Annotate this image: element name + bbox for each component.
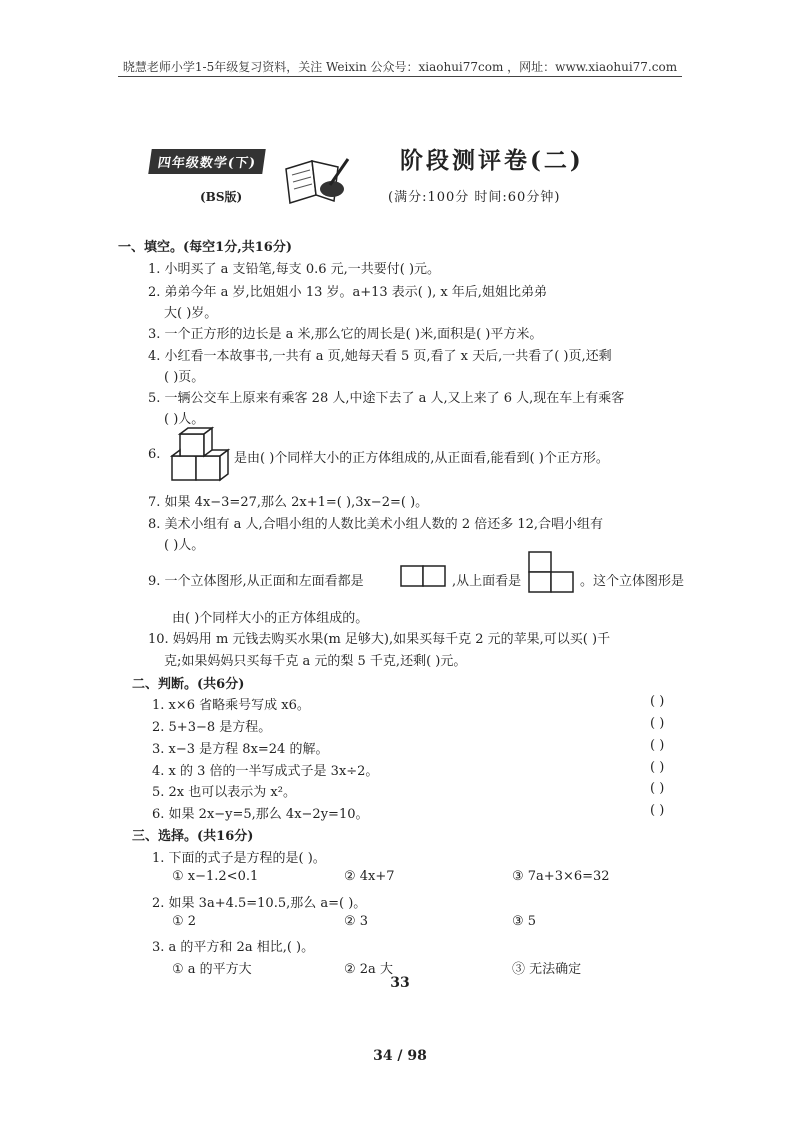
judge-item-1: 1. x×6 省略乘号写成 x6。 [152, 698, 310, 713]
judge-item-5: 5. 2x 也可以表示为 x²。 [152, 785, 296, 800]
front-left-view-figure [400, 565, 448, 587]
judge-answer-6[interactable]: ( ) [650, 803, 665, 818]
choice-q1: 1. 下面的式子是方程的是( )。 [152, 851, 326, 866]
judge-item-3: 3. x−3 是方程 8x=24 的解。 [152, 742, 329, 757]
fill-q9-part1: 9. 一个立体图形,从正面和左面看都是 [148, 574, 364, 589]
section-choice-title: 三、选择。(共16分) [132, 829, 254, 844]
fill-q5-line1: 5. 一辆公交车上原来有乘客 28 人,中途下去了 a 人,又上来了 6 人,现在车上有乘客 [148, 391, 625, 406]
judge-item-4: 4. x 的 3 倍的一半写成式子是 3x÷2。 [152, 764, 379, 779]
fill-q9-part3: 。这个立体图形是 [580, 574, 685, 589]
cube-stack-figure [170, 426, 232, 484]
fill-q5-line2: ( )人。 [164, 412, 205, 427]
fill-q8-line1: 8. 美术小组有 a 人,合唱小组的人数比美术小组人数的 2 倍还多 12,合唱小组有 [148, 517, 604, 532]
fill-q9-line2: 由( )个同样大小的正方体组成的。 [172, 611, 369, 626]
header-rule [118, 76, 682, 77]
judge-answer-4[interactable]: ( ) [650, 760, 665, 775]
fill-q6: 是由( )个同样大小的正方体组成的,从正面看,能看到( )个正方形。 [234, 451, 609, 466]
choice-q1-option-1[interactable]: ① x−1.2<0.1 [172, 869, 259, 884]
fill-q10-line2: 克;如果妈妈只买每千克 a 元的梨 5 千克,还剩( )元。 [164, 654, 467, 669]
page-title: 阶段测评卷(二) [400, 147, 584, 174]
judge-item-2: 2. 5+3−8 是方程。 [152, 720, 272, 735]
fill-q2-line2: 大( )岁。 [164, 306, 218, 321]
fill-q1: 1. 小明买了 a 支铅笔,每支 0.6 元,一共要付( )元。 [148, 262, 441, 277]
edition-label: (BS版) [200, 190, 243, 204]
choice-q2-option-1[interactable]: ① 2 [172, 914, 197, 929]
top-view-figure [527, 550, 579, 594]
judge-item-6: 6. 如果 2x−y=5,那么 4x−2y=10。 [152, 807, 369, 822]
fill-q2-line1: 2. 弟弟今年 a 岁,比姐姐小 13 岁。a+13 表示( ), x 年后,姐姐比弟弟 [148, 285, 547, 300]
choice-q2-option-2[interactable]: ② 3 [344, 914, 369, 929]
choice-q3: 3. a 的平方和 2a 相比,( )。 [152, 940, 315, 955]
choice-q1-option-3[interactable]: ③ 7a+3×6=32 [512, 869, 610, 884]
fill-q3: 3. 一个正方形的边长是 a 米,那么它的周长是( )米,面积是( )平方米。 [148, 327, 543, 342]
choice-q2: 2. 如果 3a+4.5=10.5,那么 a=( )。 [152, 896, 367, 911]
choice-q1-option-2[interactable]: ② 4x+7 [344, 869, 395, 884]
exam-meta: (满分:100分 时间:60分钟) [388, 190, 561, 205]
fill-q4-line1: 4. 小红看一本故事书,一共有 a 页,她每天看 5 页,看了 x 天后,一共看了( )页,还剩 [148, 349, 612, 364]
fill-q9-part2: ,从上面看是 [452, 574, 522, 589]
fill-q10-line1: 10. 妈妈用 m 元钱去购买水果(m 足够大),如果买每千克 2 元的苹果,可以买( )千 [148, 632, 611, 647]
page-header: 晓慧老师小学1-5年级复习资料，关注 Weixin 公众号：xiaohui77com ，网址：www.xiaohui77.com [122, 60, 678, 74]
section-judge-title: 二、判断。(共6分) [132, 677, 245, 692]
book-illustration-icon [282, 155, 352, 207]
section-fill-title: 一、填空。(每空1分,共16分) [118, 240, 292, 255]
grade-badge: 四年级数学(下) [148, 149, 266, 174]
fill-q6-number: 6. [148, 447, 161, 462]
fill-q8-line2: ( )人。 [164, 538, 205, 553]
judge-answer-2[interactable]: ( ) [650, 716, 665, 731]
pdf-page-indicator: 34 / 98 [373, 1048, 427, 1064]
choice-q3-option-3[interactable]: ③ 无法确定 [512, 962, 582, 977]
fill-q4-line2: ( )页。 [164, 370, 205, 385]
fill-q7: 7. 如果 4x−3=27,那么 2x+1=( ),3x−2=( )。 [148, 495, 429, 510]
choice-q2-option-3[interactable]: ③ 5 [512, 914, 537, 929]
page-number: 33 [390, 975, 410, 991]
choice-q3-option-2[interactable]: ② 2a 大 [344, 962, 393, 977]
judge-answer-3[interactable]: ( ) [650, 738, 665, 753]
choice-q3-option-1[interactable]: ① a 的平方大 [172, 962, 252, 977]
judge-answer-1[interactable]: ( ) [650, 694, 665, 709]
judge-answer-5[interactable]: ( ) [650, 781, 665, 796]
